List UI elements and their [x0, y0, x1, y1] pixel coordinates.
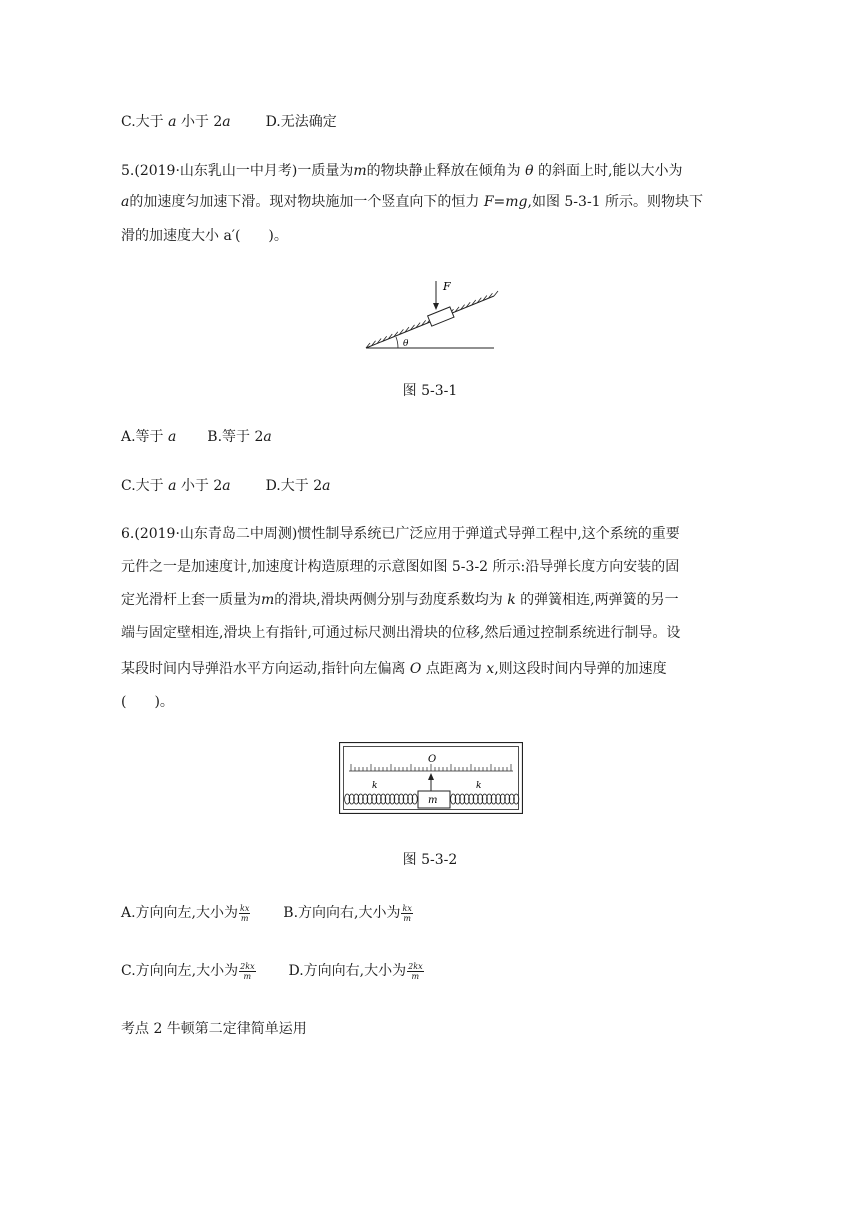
q5-options-cd: C.大于 a 小于 2a D.大于 2a	[121, 478, 331, 494]
force-label: F	[443, 280, 451, 293]
q5-stem-line3: 滑的加速度大小 a′( )。	[121, 228, 288, 244]
q6-stem-line4: 端与固定壁相连,滑块上有指针,可通过标尺测出滑块的位移,然后通过控制系统进行制导。设	[121, 625, 681, 641]
incline-hatch	[494, 291, 498, 296]
spring-left-label: k	[372, 781, 378, 791]
incline-figure	[360, 270, 500, 356]
q5-stem-line1: 5.(2019·山东乳山一中月考)一质量为m的物块静止释放在倾角为 θ 的斜面上时,能以大小为	[121, 163, 683, 179]
figure-caption-5-3-2: 图 5-3-2	[402, 852, 458, 868]
figure-caption-5-3-1: 图 5-3-1	[402, 383, 458, 399]
q5-options-ab: A.等于 a B.等于 2a	[121, 429, 272, 445]
origin-label: O	[428, 754, 437, 765]
q6-stem-line1: 6.(2019·山东青岛二中周测)惯性制导系统已广泛应用于弹道式导弹工程中,这个系统的重要	[121, 526, 680, 542]
angle-label: θ	[403, 339, 409, 349]
section-heading: 考点 2 牛顿第二定律简单运用	[121, 1021, 307, 1037]
q4-option-d-label: D.无法确定	[265, 114, 337, 130]
q4-option-c-label: C.大于	[121, 114, 164, 130]
spring-right-label: k	[476, 781, 482, 791]
mass-label: m	[428, 795, 438, 806]
q6-stem-line6: ( )。	[121, 694, 174, 710]
q6-options-ab: A.方向向左,大小为 $\frac{kx}{m}$ B.方向向右,大小为 $\frac{kx}{m}$	[121, 903, 412, 923]
q6-stem-line2: 元件之一是加速度计,加速度计构造原理的示意图如图 5-3-2 所示:沿导弹长度方向安装的固	[121, 559, 680, 575]
q4-options-cd: C.大于 a 小于 2a D.无法确定	[121, 114, 337, 130]
accelerometer-figure	[339, 742, 523, 814]
q6-stem-line5: 某段时间内导弹沿水平方向运动,指针向左偏离 O 点距离为 x,则这段时间内导弹的加速度	[121, 661, 667, 677]
q6-stem-line3: 定光滑杆上套一质量为m的滑块,滑块两侧分别与劲度系数均为 k 的弹簧相连,两弹簧的另一	[121, 592, 679, 608]
q5-stem-line2: a的加速度匀加速下滑。现对物块施加一个竖直向下的恒力 F=mg,如图 5-3-1 所示。则物块下	[121, 194, 704, 210]
q6-options-cd: C.方向向左,大小为 $\frac{2kx}{m}$ D.方向向右,大小为 $\frac{2kx}{m}$	[121, 961, 423, 981]
